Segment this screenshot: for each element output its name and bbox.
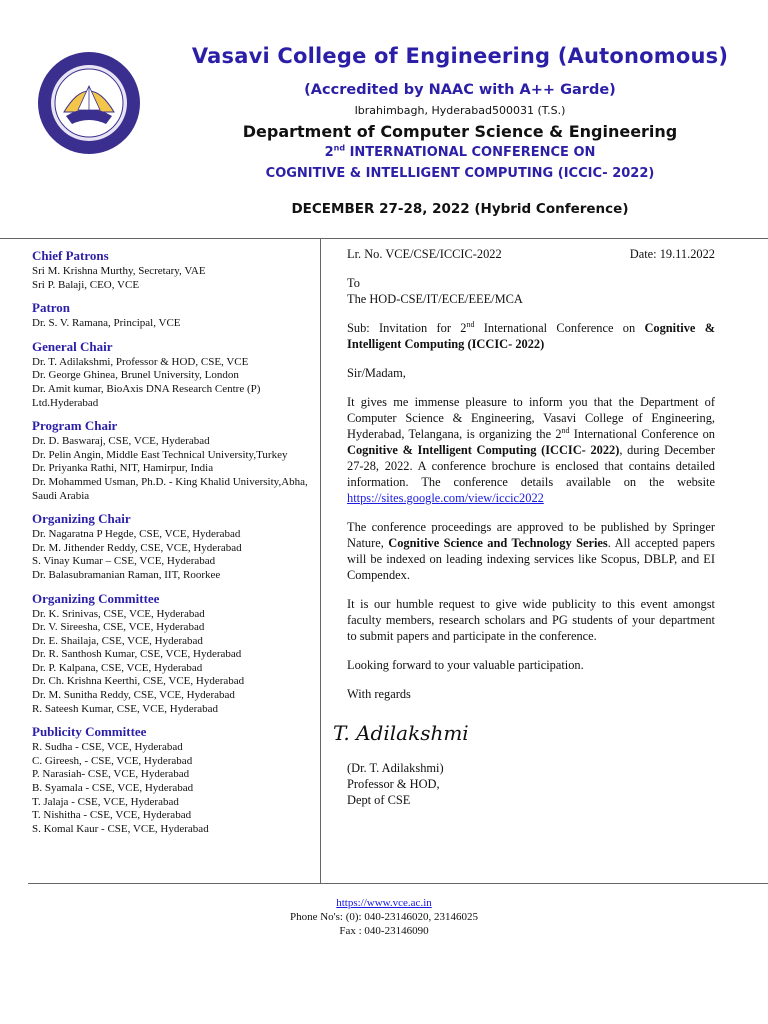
committee-member: Dr. K. Srinivas, CSE, VCE, Hyderabad: [32, 607, 205, 620]
committee-member: Sri P. Balaji, CEO, VCE: [32, 278, 140, 291]
paragraph-2: The conference proceedings are approved to be published by Springer Nature, Cognitive Science and Technology Series. All accepted papers will be indexed on leading indexing services like Scopus, DBLP, and EI Compendex.: [347, 520, 715, 582]
committee-member: Dr. P. Kalpana, CSE, VCE, Hyderabad: [32, 661, 203, 674]
conference-line-1: 2nd INTERNATIONAL CONFERENCE ON: [324, 143, 596, 160]
committee-heading: Publicity Committee: [32, 724, 147, 740]
college-address: Ibrahimbagh, Hyderabad500031 (T.S.): [354, 104, 566, 117]
committee-member: Dr. George Ghinea, Brunel University, London: [32, 369, 239, 382]
committee-member: P. Narasiah- CSE, VCE, Hyderabad: [32, 768, 190, 781]
to-line: To: [347, 276, 360, 290]
footer: [0, 896, 768, 938]
college-logo: [36, 50, 142, 156]
accreditation-line: (Accredited by NAAC with A++ Garde): [304, 82, 616, 98]
committee-member: Dr. M. Sunitha Reddy, CSE, VCE, Hyderabad: [32, 689, 235, 702]
committee-section: [32, 418, 317, 503]
letter-body: [333, 246, 716, 808]
committee-section: [32, 300, 317, 331]
committee-section: [32, 724, 317, 836]
paragraph-1: It gives me immense pleasure to inform you that the Department of Computer Science & Engineering, Vasavi College of Engineering, Hyderabad, Telangana, is organizing the 2nd International Conference on Cognitive & Intelligent Computing (ICCIC- 2022), during December 27-28, 2022. A conference brochure is enclosed that contains detailed information. The conference details available on the website https://sites.google.com/view/iccic2022: [347, 395, 715, 505]
paragraph-3: It is our humble request to give wide publicity to this event amongst faculty members, research scholars and PG students of your department to submit papers and participate in the conference.: [347, 597, 715, 643]
subject: Sub: Invitation for 2nd International Conference on Cognitive & Intelligent Computing (ICCIC- 2022): [347, 319, 716, 351]
committee-section: [32, 248, 317, 292]
committee-member: Dr. M. Jithender Reddy, CSE, VCE, Hyderabad: [32, 541, 242, 554]
letterhead: [0, 0, 768, 240]
committee-member: Dr. Balasubramanian Raman, IIT, Roorkee: [32, 568, 221, 581]
committee-member: Dr. Amit kumar, BioAxis DNA Research Centre (P) Ltd.Hyderabad: [32, 382, 261, 409]
conference-line-2: COGNITIVE & INTELLIGENT COMPUTING (ICCIC- 2022): [265, 166, 655, 181]
top-divider: [0, 238, 768, 239]
fax-number: Fax : 040-23146090: [339, 925, 429, 937]
recipient: The HOD-CSE/IT/ECE/EEE/MCA: [347, 292, 523, 306]
committee-member: Dr. R. Santhosh Kumar, CSE, VCE, Hyderabad: [32, 648, 242, 661]
committee-member: T. Jalaja - CSE, VCE, Hyderabad: [32, 795, 179, 808]
committee-member: B. Syamala - CSE, VCE, Hyderabad: [32, 782, 194, 795]
committee-heading: Organizing Committee: [32, 590, 160, 606]
college-website-link[interactable]: https://www.vce.ac.in: [336, 897, 432, 909]
paragraph-4: Looking forward to your valuable participation.: [347, 658, 584, 672]
committee-member: Dr. Mohammed Usman, Ph.D. - King Khalid University,Abha, Saudi Arabia: [32, 475, 308, 502]
letter-date: Date: 19.11.2022: [629, 247, 715, 261]
closing: With regards: [347, 687, 411, 701]
svg-text:T. Adilakshmi: T. Adilakshmi: [333, 721, 469, 745]
committee-section: [32, 339, 317, 410]
phone-numbers: Phone No's: (0): 040-23146020, 23146025: [289, 911, 479, 923]
committee-heading: Patron: [32, 300, 71, 316]
bottom-divider: [28, 883, 768, 884]
signer-name: (Dr. T. Adilakshmi): [347, 761, 444, 775]
committee-member: Dr. D. Baswaraj, CSE, VCE, Hyderabad: [32, 435, 210, 448]
signer-title: Professor & HOD,: [347, 777, 440, 791]
department-name: Department of Computer Science & Engineering: [242, 122, 678, 141]
committee-heading: Program Chair: [32, 418, 118, 434]
committee-member: Dr. S. V. Ramana, Principal, VCE: [32, 317, 181, 330]
committee-member: S. Vinay Kumar – CSE, VCE, Hyderabad: [32, 555, 216, 568]
conference-dates: DECEMBER 27-28, 2022 (Hybrid Conference): [291, 201, 629, 217]
committee-member: Dr. Priyanka Rathi, NIT, Hamirpur, India: [32, 462, 214, 475]
committee-member: Dr. T. Adilakshmi, Professor & HOD, CSE, VCE: [32, 355, 249, 368]
committee-member: Sri M. Krishna Murthy, Secretary, VAE: [32, 265, 206, 277]
column-divider: [320, 238, 321, 884]
committee-member: Dr. Pelin Angin, Middle East Technical University,Turkey: [32, 448, 288, 461]
committee-member: Dr. E. Shailaja, CSE, VCE, Hyderabad: [32, 634, 203, 647]
committee-member: Dr. V. Sireesha, CSE, VCE, Hyderabad: [32, 621, 205, 634]
committee-member: R. Sudha - CSE, VCE, Hyderabad: [32, 741, 183, 754]
committee-member: C. Gireesh, - CSE, VCE, Hyderabad: [32, 754, 193, 767]
committee-heading: Chief Patrons: [32, 248, 109, 263]
committee-member: T. Nishitha - CSE, VCE, Hyderabad: [32, 809, 192, 822]
conference-website-link[interactable]: https://sites.google.com/view/iccic2022: [347, 491, 544, 505]
signer-dept: Dept of CSE: [347, 793, 411, 807]
committee-column: [32, 248, 317, 844]
salutation: Sir/Madam,: [347, 366, 406, 380]
committee-section: [32, 511, 317, 582]
committee-heading: General Chair: [32, 338, 113, 354]
committee-member: Dr. Ch. Krishna Keerthi, CSE, VCE, Hyderabad: [32, 675, 245, 688]
committee-section: [32, 591, 317, 717]
committee-member: S. Komal Kaur - CSE, VCE, Hyderabad: [32, 822, 209, 835]
signature: [329, 716, 469, 750]
letter-ref: Lr. No. VCE/CSE/ICCIC-2022: [347, 247, 502, 261]
committee-member: R. Sateesh Kumar, CSE, VCE, Hyderabad: [32, 702, 219, 715]
committee-member: Dr. Nagaratna P Hegde, CSE, VCE, Hyderabad: [32, 528, 241, 541]
committee-heading: Organizing Chair: [32, 511, 131, 527]
college-title: Vasavi College of Engineering (Autonomous): [191, 44, 729, 68]
